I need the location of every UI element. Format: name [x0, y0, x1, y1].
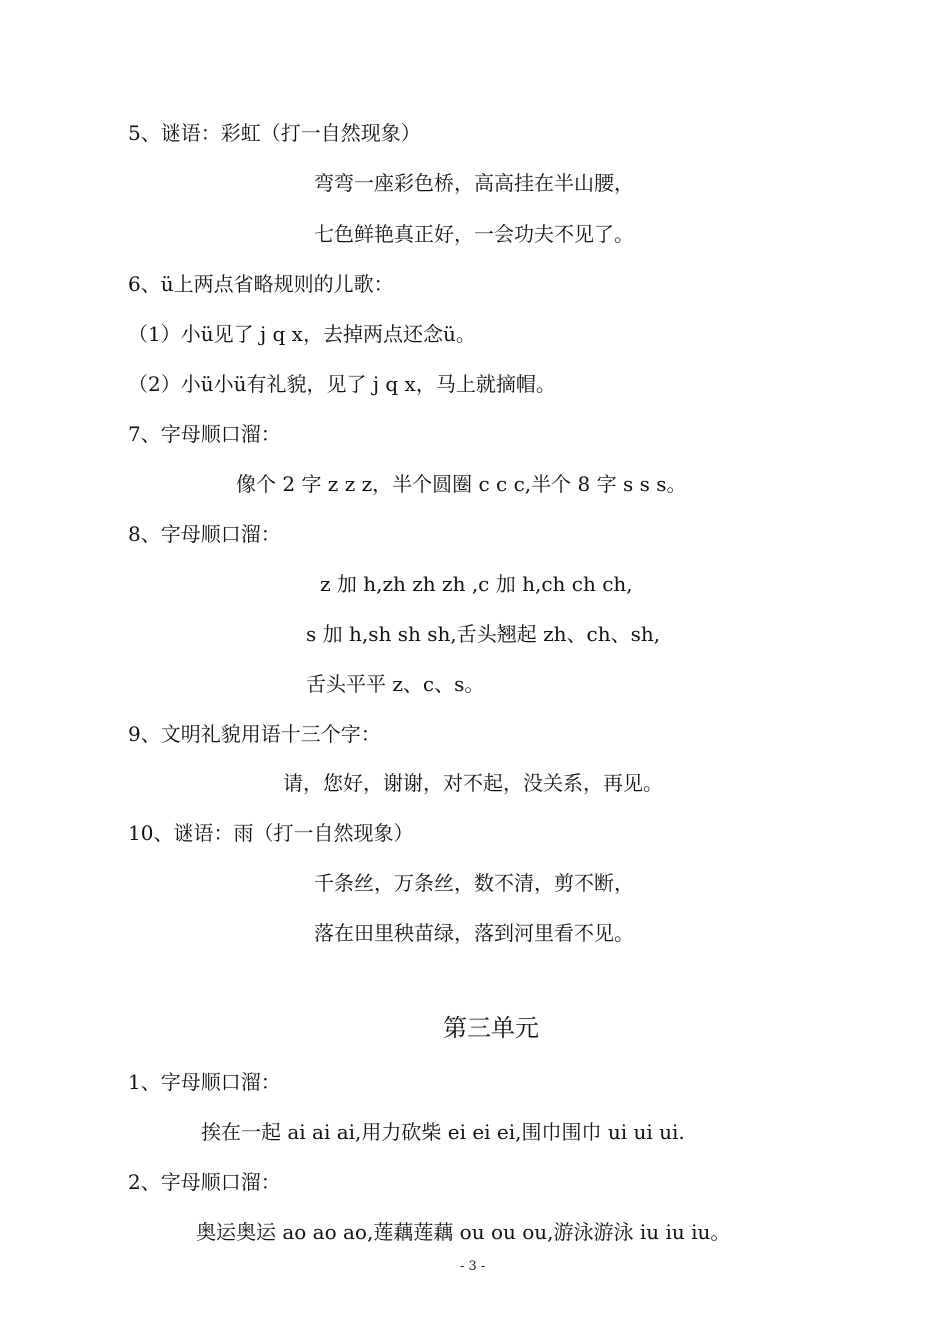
line-riddle-10-verse-2: 落在田里秧苗绿，落到河里看不见。 [314, 921, 634, 945]
line-item-6-rule-2: （2）小ü小ü有礼貌，见了 j q x，马上就摘帽。 [128, 372, 556, 396]
line-unit3-item-1-verse: 挨在一起 ai ai ai,用力砍柴 ei ei ei,围巾围巾 ui ui ui. [201, 1120, 685, 1144]
line-riddle-5-verse-1: 弯弯一座彩色桥，高高挂在半山腰， [314, 171, 634, 195]
line-item-6-title: 6、ü上两点省略规则的儿歌： [128, 272, 394, 296]
line-item-7-verse: 像个 2 字 z z z，半个圆圈 c c c,半个 8 字 s s s。 [236, 472, 687, 496]
line-item-7-title: 7、字母顺口溜： [128, 422, 281, 446]
line-item-8-verse-2: s 加 h,sh sh sh,舌头翘起 zh、ch、sh, [306, 622, 661, 646]
line-riddle-10-verse-1: 千条丝，万条丝，数不清，剪不断， [314, 871, 634, 895]
line-item-8-verse-3: 舌头平平 z、c、s。 [306, 672, 485, 696]
line-unit3-item-2-title: 2、字母顺口溜： [128, 1170, 281, 1194]
line-item-8-verse-1: z 加 h,zh zh zh ,c 加 h,ch ch ch, [320, 572, 633, 596]
line-riddle-10-title: 10、谜语：雨（打一自然现象） [128, 821, 414, 845]
line-unit3-item-1-title: 1、字母顺口溜： [128, 1070, 281, 1094]
line-item-9-verse: 请，您好，谢谢，对不起，没关系，再见。 [283, 771, 663, 795]
page-number: - 3 - [460, 1259, 486, 1274]
line-riddle-5-verse-2: 七色鲜艳真正好，一会功夫不见了。 [314, 222, 634, 246]
section-heading-unit-3: 第三单元 [443, 1014, 539, 1042]
line-item-9-title: 9、文明礼貌用语十三个字： [128, 722, 381, 746]
line-item-8-title: 8、字母顺口溜： [128, 522, 281, 546]
line-riddle-5-title: 5、谜语：彩虹（打一自然现象） [128, 121, 421, 145]
line-unit3-item-2-verse: 奥运奥运 ao ao ao,莲藕莲藕 ou ou ou,游泳游泳 iu iu iu。 [196, 1220, 731, 1244]
line-item-6-rule-1: （1）小ü见了 j q x，去掉两点还念ü。 [128, 322, 476, 346]
